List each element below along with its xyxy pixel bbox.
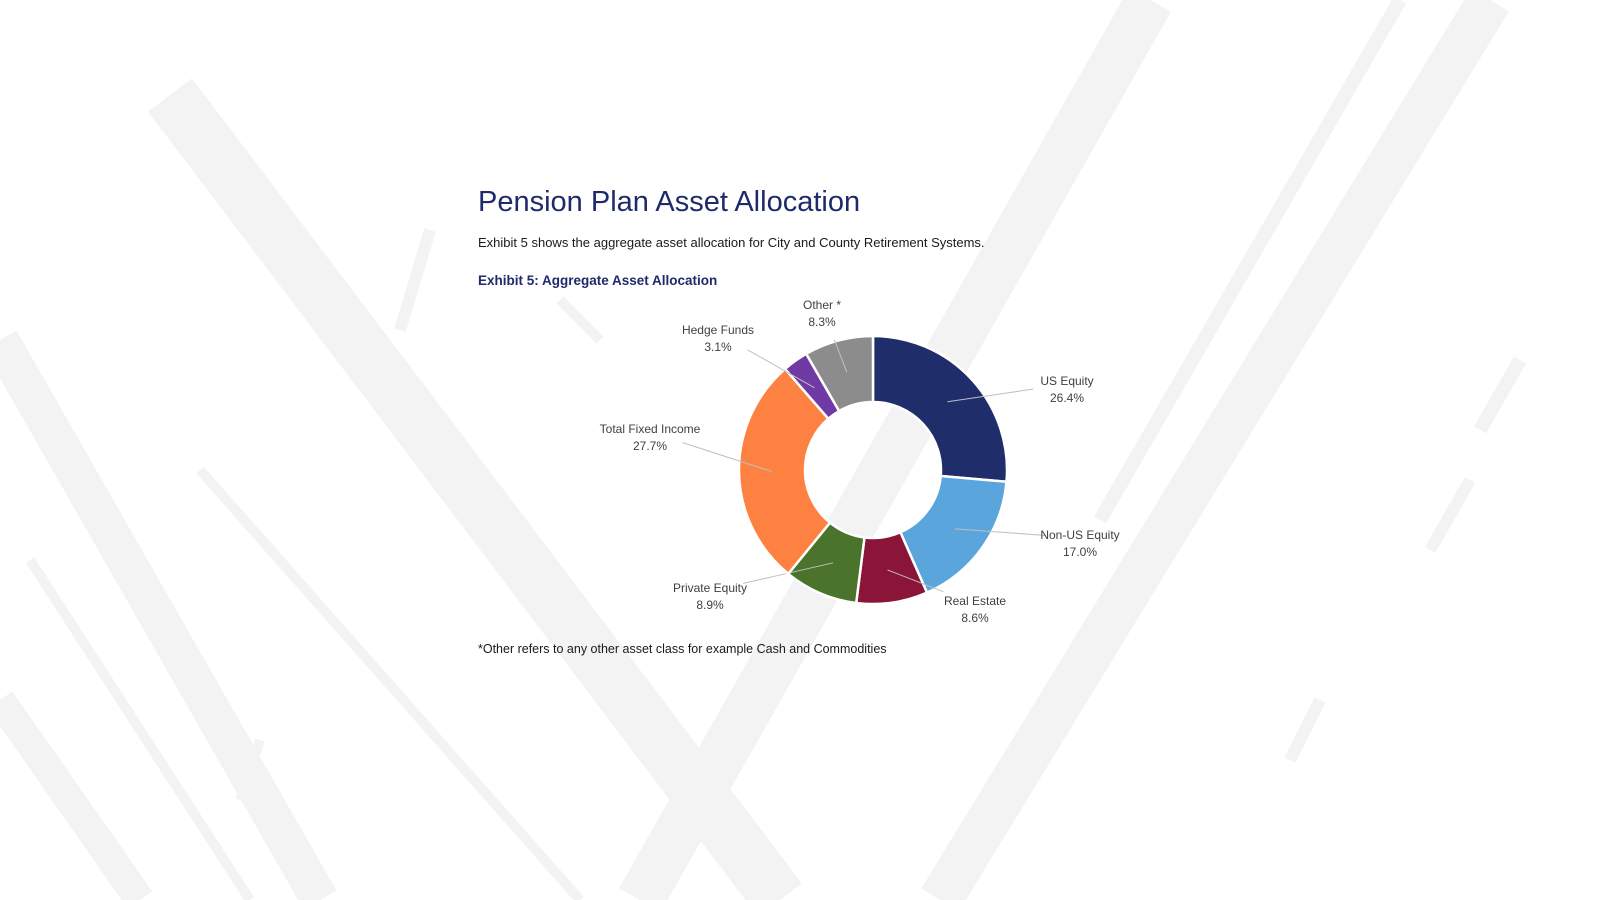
intro-text: Exhibit 5 shows the aggregate asset allocation for City and County Retirement Systems. [478, 235, 985, 250]
slice-category-label: Total Fixed Income [599, 422, 701, 436]
exhibit-title: Exhibit 5: Aggregate Asset Allocation [478, 273, 718, 288]
slice-value-label: 8.3% [808, 315, 836, 329]
slice-value-label: 8.9% [696, 598, 724, 612]
footnote: *Other refers to any other asset class for example Cash and Commodities [478, 642, 887, 656]
slice-value-label: 8.6% [961, 611, 989, 625]
slice-value-label: 26.4% [1049, 391, 1085, 405]
slice-category-label: Other * [802, 298, 842, 312]
slice-category-label: Hedge Funds [681, 323, 755, 337]
slice-category-label: Real Estate [943, 594, 1007, 608]
slice-value-label: 27.7% [632, 439, 668, 453]
page-title: Pension Plan Asset Allocation [478, 186, 861, 218]
donut-slice [873, 336, 1007, 482]
slice-category-label: Private Equity [672, 581, 748, 595]
slice-category-label: Non-US Equity [1040, 528, 1120, 542]
slice-category-label: US Equity [1040, 374, 1094, 388]
slice-value-label: 3.1% [704, 340, 732, 354]
slice-value-label: 17.0% [1062, 545, 1098, 559]
